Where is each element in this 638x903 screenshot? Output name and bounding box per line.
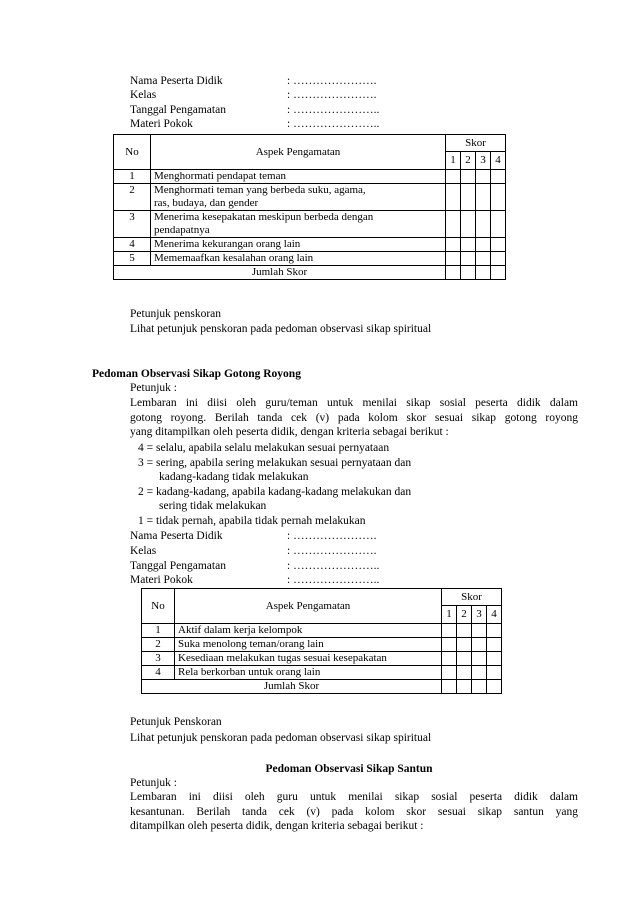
score-header-2: 2 xyxy=(457,606,472,624)
score-cell[interactable] xyxy=(476,238,491,252)
field-value: : …………………. xyxy=(287,89,377,101)
row-number: 4 xyxy=(142,666,175,680)
criteria-item: 4 = selalu, apabila selalu melakukan sesuai pernyataan xyxy=(138,442,390,454)
score-cell[interactable] xyxy=(487,666,502,680)
table-header-skor: Skor xyxy=(446,135,506,152)
criteria-item: 3 = sering, apabila sering melakukan sesuai pernyataan dan xyxy=(138,457,412,469)
field-label: Kelas xyxy=(130,89,157,101)
table-row xyxy=(114,238,506,252)
score-cell[interactable] xyxy=(476,184,491,211)
field-label: Tanggal Pengamatan xyxy=(130,560,226,572)
score-cell[interactable] xyxy=(472,638,487,652)
score-cell[interactable] xyxy=(457,652,472,666)
score-cell[interactable] xyxy=(472,624,487,638)
row-number: 5 xyxy=(114,252,151,266)
field-value: : ………………….. xyxy=(287,118,380,130)
score-cell[interactable] xyxy=(461,252,476,266)
criteria-item-cont: sering tidak melakukan xyxy=(159,500,267,512)
paragraph-line: ditampilkan oleh peserta didik, dengan kriteria sebagai berikut : xyxy=(130,820,424,832)
petunjuk-label: Petunjuk : xyxy=(130,382,177,394)
row-aspect-line: pendapatnya xyxy=(154,224,210,236)
row-aspect-line: Menerima kesepakatan meskipun berbeda dengan xyxy=(154,211,374,223)
criteria-item-cont: kadang-kadang tidak melakukan xyxy=(159,471,309,483)
table-header-no: No xyxy=(142,589,175,624)
petunjuk-penskoran-title: Petunjuk Penskoran xyxy=(130,716,222,728)
row-number: 2 xyxy=(114,184,151,211)
score-header-1: 1 xyxy=(446,152,461,170)
row-aspect: Menerima kekurangan orang lain xyxy=(151,238,446,252)
table-total-row xyxy=(114,266,506,280)
section-heading-santun: Pedoman Observasi Sikap Santun xyxy=(265,763,433,775)
score-cell[interactable] xyxy=(461,238,476,252)
field-label: Materi Pokok xyxy=(130,574,193,586)
field-label: Kelas xyxy=(130,545,157,557)
field-label: Nama Peserta Didik xyxy=(130,530,223,542)
score-cell[interactable] xyxy=(491,252,506,266)
row-number: 2 xyxy=(142,638,175,652)
total-cell[interactable] xyxy=(446,266,461,280)
table-row xyxy=(114,170,506,184)
table-header-no: No xyxy=(114,135,151,170)
field-label: Nama Peserta Didik xyxy=(130,75,223,87)
row-aspect: Suka menolong teman/orang lain xyxy=(175,638,442,652)
table-row xyxy=(142,624,502,638)
table-row xyxy=(114,211,506,238)
row-aspect: Rela berkorban untuk orang lain xyxy=(175,666,442,680)
petunjuk-penskoran-text: Lihat petunjuk penskoran pada pedoman observasi sikap spiritual xyxy=(130,323,432,335)
table-row xyxy=(142,666,502,680)
petunjuk-label: Petunjuk : xyxy=(130,777,177,789)
row-number: 3 xyxy=(114,211,151,238)
total-cell[interactable] xyxy=(442,680,457,694)
instruction-paragraph xyxy=(130,396,578,440)
score-cell[interactable] xyxy=(457,624,472,638)
score-cell[interactable] xyxy=(442,652,457,666)
table-header-skor: Skor xyxy=(442,589,502,606)
score-cell[interactable] xyxy=(476,170,491,184)
score-cell[interactable] xyxy=(461,184,476,211)
score-cell[interactable] xyxy=(446,211,461,238)
score-cell[interactable] xyxy=(442,638,457,652)
row-aspect: Mememaafkan kesalahan orang lain xyxy=(151,252,446,266)
paragraph-line: kesantunan. Berilah tanda cek (v) pada kolom skor sesuai sikap santun yang xyxy=(130,805,578,818)
row-number: 1 xyxy=(142,624,175,638)
total-cell[interactable] xyxy=(472,680,487,694)
row-aspect-line: Menghormati teman yang berbeda suku, agama, xyxy=(154,184,366,196)
score-cell[interactable] xyxy=(476,252,491,266)
field-value: : ………………….. xyxy=(287,104,380,116)
score-header-4: 4 xyxy=(491,152,506,170)
score-cell[interactable] xyxy=(446,170,461,184)
paragraph-line: gotong royong. Berilah tanda cek (v) pada kolom skor sesuai sikap gotong royong xyxy=(130,411,578,424)
table-row xyxy=(114,252,506,266)
row-number: 4 xyxy=(114,238,151,252)
score-cell[interactable] xyxy=(487,652,502,666)
table-header-aspek: Aspek Pengamatan xyxy=(175,589,442,624)
score-cell[interactable] xyxy=(457,638,472,652)
table-row xyxy=(142,652,502,666)
field-value: : …………………. xyxy=(287,530,377,542)
petunjuk-penskoran-title: Petunjuk penskoran xyxy=(130,308,222,320)
criteria-item: 1 = tidak pernah, apabila tidak pernah melakukan xyxy=(138,515,366,527)
paragraph-line: Lembaran ini diisi oleh guru/teman untuk menilai sikap sosial peserta didik dalam xyxy=(130,397,578,409)
paragraph-line: yang ditampilkan oleh peserta didik, dengan kriteria sebagai berikut : xyxy=(130,426,449,438)
observation-table-gotong-royong xyxy=(141,588,502,694)
row-number: 3 xyxy=(142,652,175,666)
score-cell[interactable] xyxy=(491,211,506,238)
section-heading-gotong-royong: Pedoman Observasi Sikap Gotong Royong xyxy=(92,368,301,380)
score-cell[interactable] xyxy=(476,211,491,238)
score-header-2: 2 xyxy=(461,152,476,170)
field-value: : ………………….. xyxy=(287,574,380,586)
score-cell[interactable] xyxy=(442,666,457,680)
score-cell[interactable] xyxy=(487,638,502,652)
field-value: : …………………. xyxy=(287,545,377,557)
score-cell[interactable] xyxy=(491,238,506,252)
total-label: Jumlah Skor xyxy=(114,266,446,280)
row-aspect: Kesediaan melakukan tugas sesuai kesepakatan xyxy=(175,652,442,666)
score-cell[interactable] xyxy=(472,666,487,680)
score-cell[interactable] xyxy=(491,184,506,211)
table-row xyxy=(142,638,502,652)
table-row xyxy=(114,184,506,211)
score-header-4: 4 xyxy=(487,606,502,624)
total-label: Jumlah Skor xyxy=(142,680,442,694)
score-cell[interactable] xyxy=(472,652,487,666)
score-cell[interactable] xyxy=(457,666,472,680)
score-cell[interactable] xyxy=(491,170,506,184)
instruction-paragraph xyxy=(130,790,578,834)
row-aspect: Menghormati pendapat teman xyxy=(151,170,446,184)
paragraph-line: Lembaran ini diisi oleh guru untuk menilai sikap sosial peserta didik dalam xyxy=(130,791,578,803)
row-aspect xyxy=(151,211,446,238)
score-cell[interactable] xyxy=(487,624,502,638)
observation-table-spiritual xyxy=(113,134,506,280)
score-header-1: 1 xyxy=(442,606,457,624)
row-aspect: Aktif dalam kerja kelompok xyxy=(175,624,442,638)
petunjuk-penskoran-text: Lihat petunjuk penskoran pada pedoman observasi sikap spiritual xyxy=(130,732,432,744)
score-header-3: 3 xyxy=(472,606,487,624)
field-value: : …………………. xyxy=(287,75,377,87)
score-cell[interactable] xyxy=(442,624,457,638)
row-aspect-line: ras, budaya, dan gender xyxy=(154,197,259,209)
field-label: Materi Pokok xyxy=(130,118,193,130)
table-header-aspek: Aspek Pengamatan xyxy=(151,135,446,170)
total-cell[interactable] xyxy=(487,680,502,694)
score-cell[interactable] xyxy=(461,170,476,184)
row-aspect xyxy=(151,184,446,211)
total-cell[interactable] xyxy=(491,266,506,280)
score-cell[interactable] xyxy=(446,238,461,252)
field-label: Tanggal Pengamatan xyxy=(130,104,226,116)
score-cell[interactable] xyxy=(446,184,461,211)
score-cell[interactable] xyxy=(446,252,461,266)
total-cell[interactable] xyxy=(457,680,472,694)
total-cell[interactable] xyxy=(476,266,491,280)
criteria-item: 2 = kadang-kadang, apabila kadang-kadang melakukan dan xyxy=(138,486,412,498)
score-header-3: 3 xyxy=(476,152,491,170)
field-value: : ………………….. xyxy=(287,560,380,572)
score-cell[interactable] xyxy=(461,211,476,238)
row-number: 1 xyxy=(114,170,151,184)
table-total-row xyxy=(142,680,502,694)
total-cell[interactable] xyxy=(461,266,476,280)
